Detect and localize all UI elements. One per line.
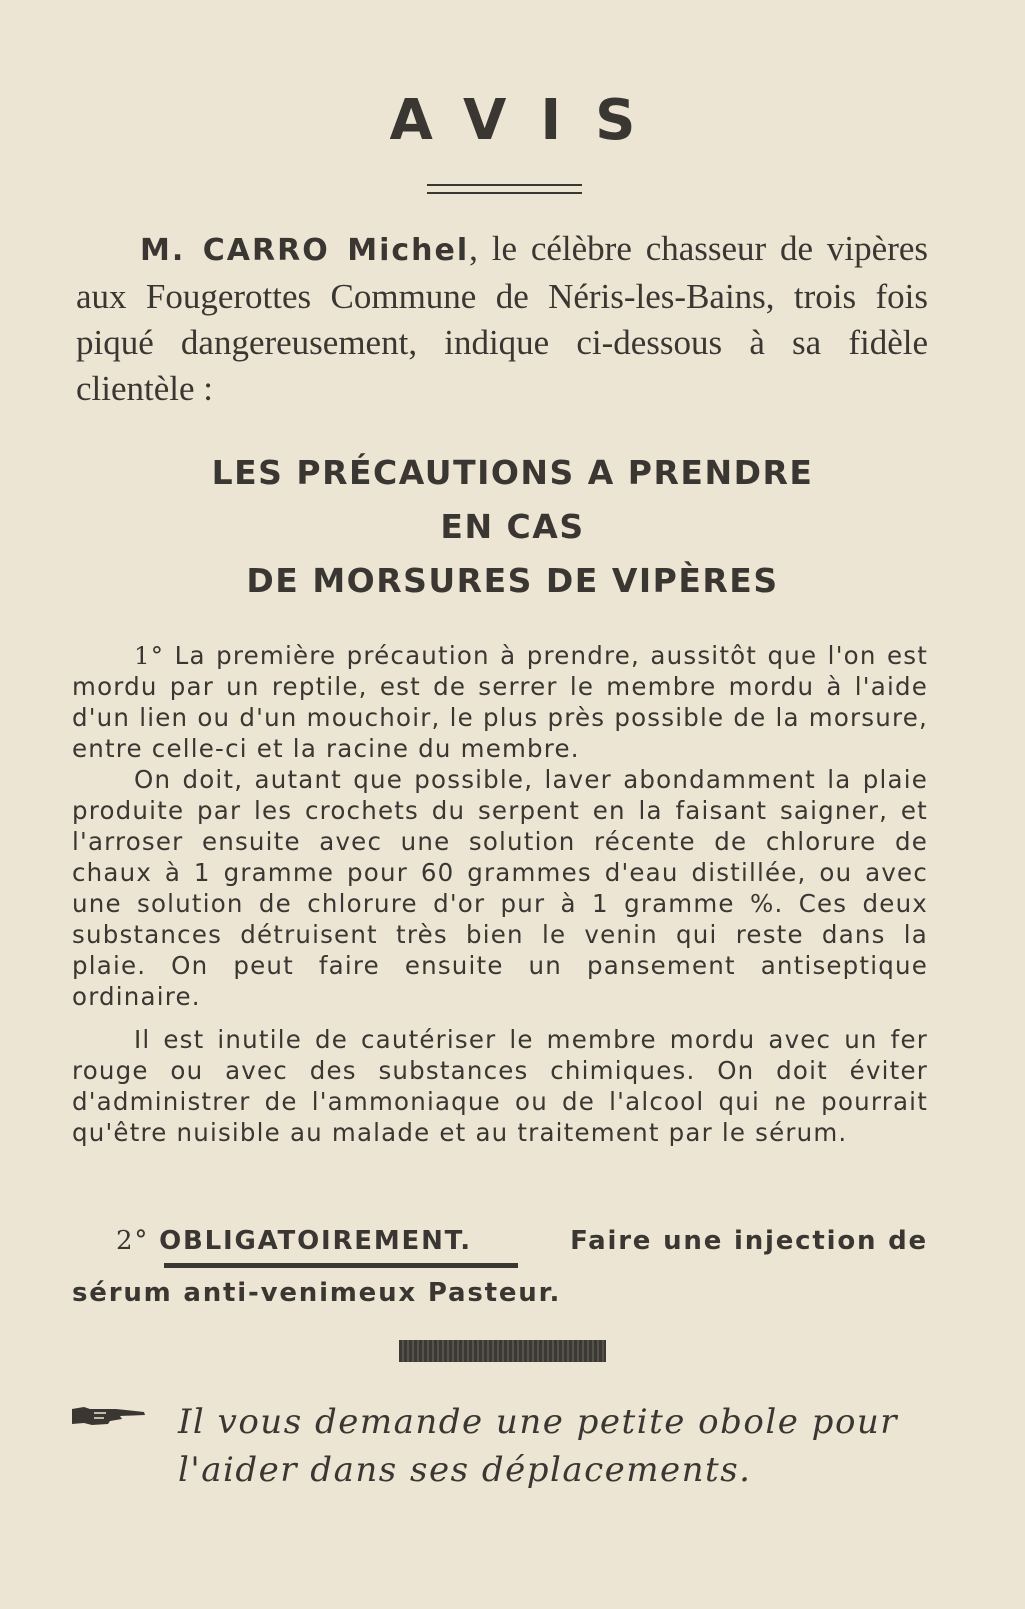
title-divider xyxy=(427,184,582,194)
closing-line-2: l'aider dans ses déplacements. xyxy=(178,1450,752,1490)
intro-paragraph xyxy=(76,226,928,412)
precautions-heading xyxy=(0,446,1025,608)
section-2-keyword: OBLIGATOIREMENT. xyxy=(159,1226,472,1256)
section-2-number: 2° xyxy=(116,1226,150,1256)
keyword-underline xyxy=(164,1263,518,1268)
hunter-name: M. CARRO Michel xyxy=(140,233,470,268)
section-2-text-1: Faire une injection de xyxy=(570,1226,928,1256)
heading-line-3: DE MORSURES DE VIPÈRES xyxy=(246,561,779,600)
ornamental-bar xyxy=(399,1340,606,1362)
heading-line-2: EN CAS xyxy=(440,507,585,546)
heading-line-1: LES PRÉCAUTIONS A PRENDRE xyxy=(211,453,814,492)
section-2-text-2: sérum anti-venimeux Pasteur. xyxy=(72,1278,562,1308)
section-1-paragraph-1: 1° La première précaution à prendre, aussitôt que l'on est mordu par un reptile, est de serrer le membre mordu à l'aide d'un lien ou d'un mouchoir, le plus près possible de la morsure, entre celle-ci et la racine du membre. xyxy=(72,641,928,763)
page-title: AVIS xyxy=(389,88,670,153)
section-1-paragraph-2: On doit, autant que possible, laver abondamment la plaie produite par les crochets du serpent en la faisant saigner, et l'arroser ensuite avec une solution récente de chlorure de chaux à 1 gramme pour 60 grammes d'eau distillée, ou avec une solution de chlorure d'or pur à 1 gramme %. Ces deux substances détruisent très bien le venin qui reste dans la plaie. On peut faire ensuite un pansement antiseptique ordinaire. xyxy=(72,765,928,1011)
section-1-number: 1° xyxy=(134,641,165,670)
section-1-paragraph-3: Il est inutile de cautériser le membre mordu avec un fer rouge ou avec des substances chimiques. On doit éviter d'administrer de l'ammoniaque ou de l'alcool qui ne pourrait qu'être nuisible au malade et au traitement par le sérum. xyxy=(72,1025,928,1147)
section-1 xyxy=(72,640,928,1148)
closing-message xyxy=(178,1398,928,1494)
section-2-line-1 xyxy=(72,1226,928,1256)
closing-line-1: Il vous demande une petite obole pour xyxy=(178,1402,899,1442)
pointing-hand-icon xyxy=(70,1403,148,1429)
intro-text: , le célèbre chasseur de vipères aux Fougerottes Commune de Néris-les-Bains, trois fois piqué dangereusement, indique ci-dessous à sa fidèle clientèle : xyxy=(76,229,928,408)
